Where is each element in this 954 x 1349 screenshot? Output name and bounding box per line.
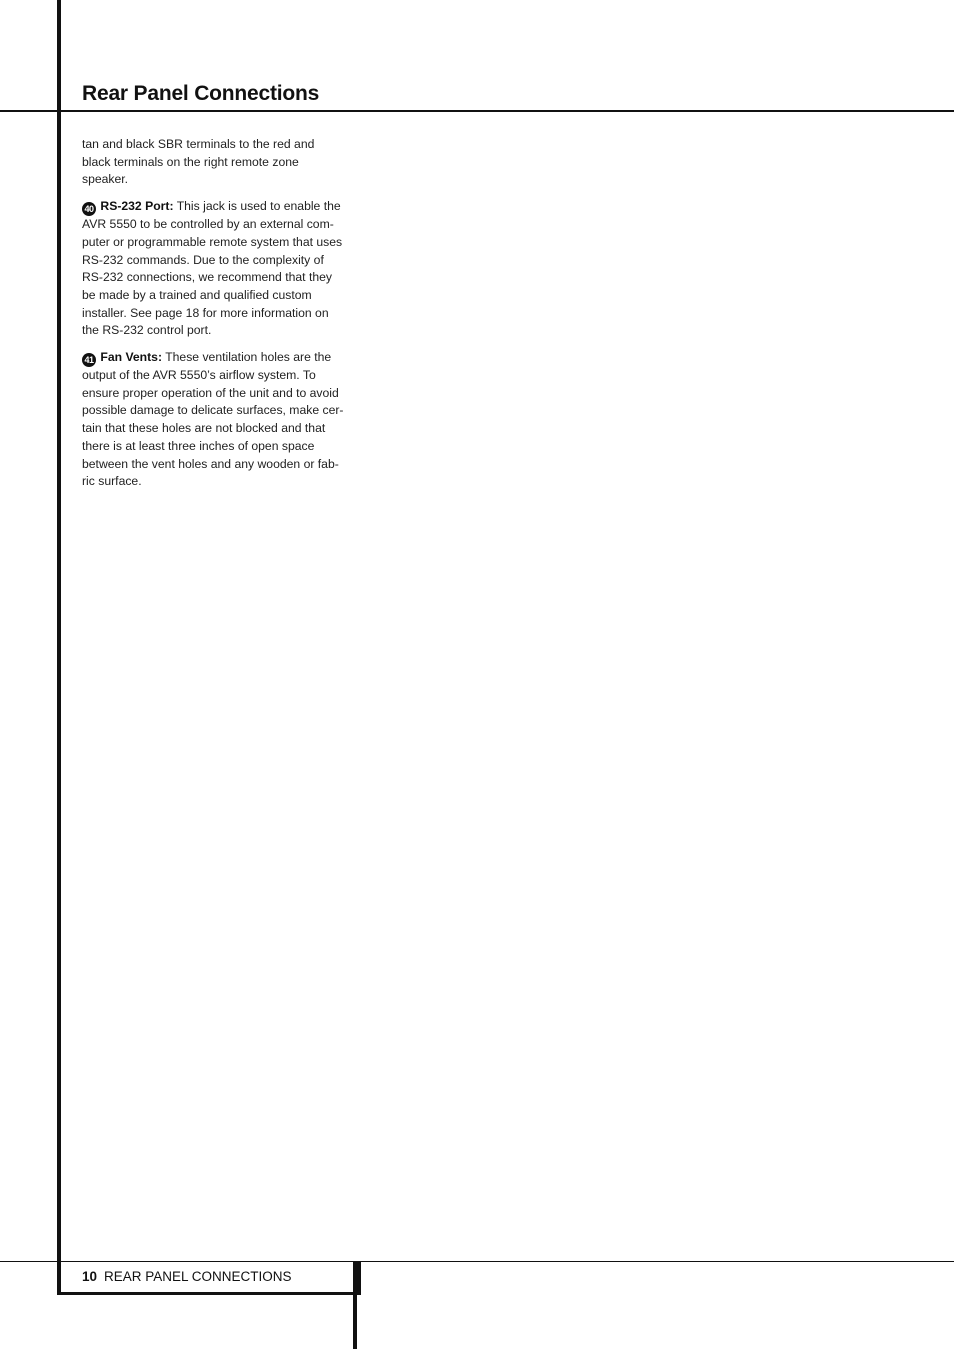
page-title: Rear Panel Connections <box>82 82 320 105</box>
text-column <box>82 136 344 500</box>
item-paragraph-fan-vents <box>82 349 344 491</box>
item-description: This jack is used to enable the AVR 5550 to be controlled by an external com-puter or programmable remote system that uses RS-232 commands. Due to the complexity of RS-232 connections, we recommend that they be made by a trained and qualified custom installer. See page 18 for more information on the RS-232 control port. <box>82 199 343 338</box>
left-margin-rule <box>57 0 61 1294</box>
item-paragraph-rs232 <box>82 198 344 340</box>
item-term: Fan Vents: <box>100 350 163 365</box>
page-number: 10 <box>82 1269 98 1284</box>
item-term: RS-232 Port: <box>100 199 174 214</box>
item-description: These ventilation holes are the output of the AVR 5550’s airflow system. To ensure proper operation of the unit and to avoid possible damage to delicate surfaces, make cer-tain that these holes are not blocked and that there is at least three inches of open space between the vent holes and any wooden or fab-ric surface. <box>82 350 344 489</box>
header-divider <box>0 110 954 112</box>
intro-paragraph: tan and black SBR terminals to the red and black terminals on the right remote zone speaker. <box>82 137 315 187</box>
page-footer <box>82 1269 292 1284</box>
item-number-badge: 40 <box>82 202 96 216</box>
item-number-badge: 41 <box>82 353 96 367</box>
footer-section-title: REAR PANEL CONNECTIONS <box>104 1269 292 1284</box>
footer-stem-rule <box>353 1261 357 1349</box>
